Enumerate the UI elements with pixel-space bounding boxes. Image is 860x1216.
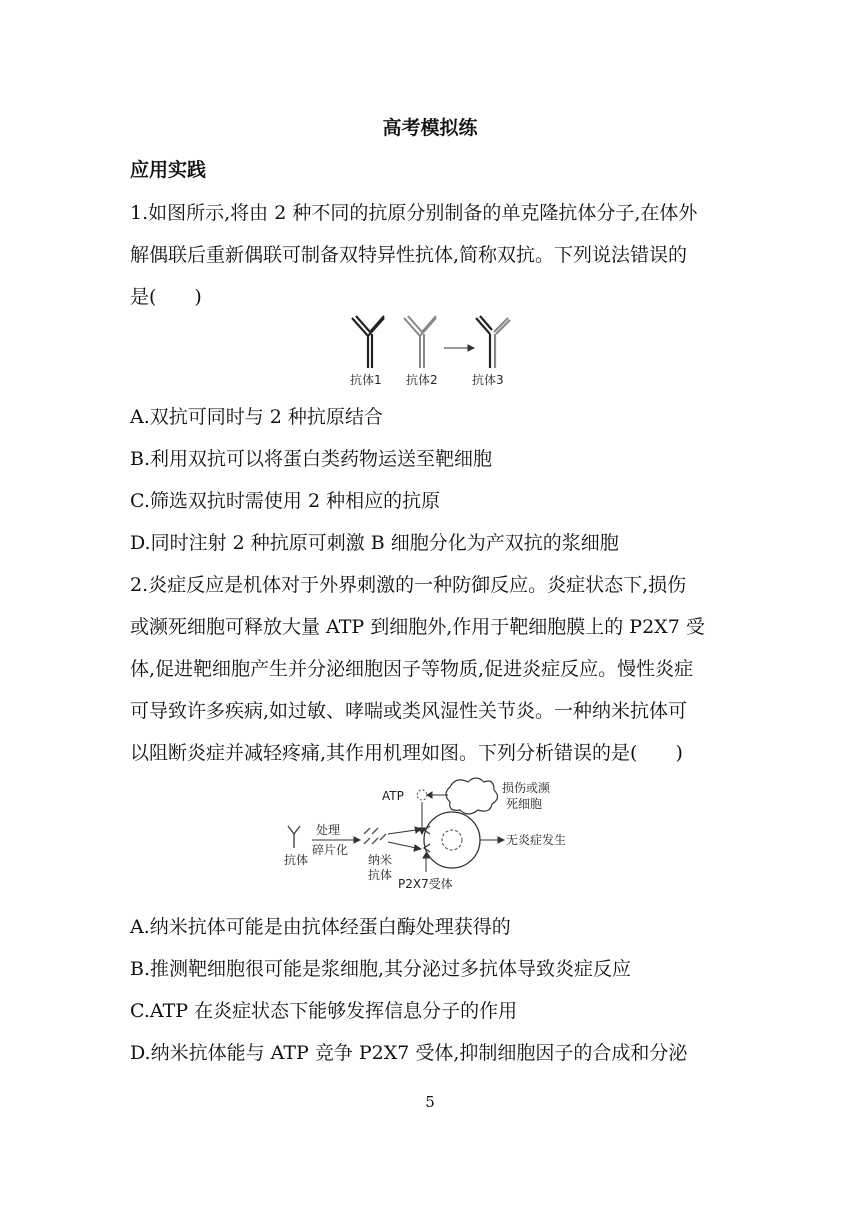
mechanism-figure [280,772,600,894]
arrow-icon [388,827,421,851]
antibody-3-shape [476,316,510,368]
q1-stem-line: 是( ) [130,286,202,308]
antibody-icon [288,826,300,848]
antibody-1-label: 抗体1 [350,373,382,387]
q1-option-b: B.利用双抗可以将蛋白类药物运送至靶细胞 [130,448,493,470]
section-heading: 应用实践 [130,159,207,181]
q2-stem-line: 以阻断炎症并减轻疼痛,其作用机理如图。下列分析错误的是( ) [130,742,683,764]
p2x7-receptor-icon [424,826,430,852]
antibody-figure [340,310,520,390]
q2-option-d: D.纳米抗体能与 ATP 竞争 P2X7 受体,抑制细胞因子的合成和分泌 [130,1042,688,1064]
arrow-icon [427,792,448,798]
antibody-1-shape [352,316,384,368]
q1-option-d: D.同时注射 2 种抗原可刺激 B 细胞分化为产双抗的浆细胞 [130,532,619,554]
process-label: 处理 [316,823,341,837]
page-title: 高考模拟练 [382,117,478,139]
arrow-icon [480,837,504,843]
antibody-label: 抗体 [284,853,309,867]
q2-stem-line: 2.炎症反应是机体对于外界刺激的一种防御反应。炎症状态下,损伤 [130,574,687,596]
receptor-label: P2X7受体 [398,877,453,891]
q1-stem-line: 解偶联后重新偶联可制备双特异性抗体,简称双抗。下列说法错误的 [130,244,688,266]
result-label: 无炎症发生 [506,833,567,847]
q1-option-a: A.双抗可同时与 2 种抗原结合 [130,406,383,428]
nucleus-shape [442,830,462,850]
q1-option-c: C.筛选双抗时需使用 2 种相应的抗原 [130,490,441,512]
q2-stem-line: 可导致许多疾病,如过敏、哮喘或类风湿性关节炎。一种纳米抗体可 [130,700,688,722]
q2-option-c: C.ATP 在炎症状态下能够发挥信息分子的作用 [130,1000,518,1022]
target-cell-shape [424,812,480,868]
damaged-cell-label: 损伤或濒 [502,781,551,795]
antibody-2-shape [404,316,436,368]
page-number: 5 [425,1093,435,1111]
antibody-3-label: 抗体3 [472,373,504,387]
antibody-2-label: 抗体2 [406,373,438,387]
q2-stem-line: 体,促进靶细胞产生并分泌细胞因子等物质,促进炎症反应。慢性炎症 [130,658,694,680]
nano-antibody-label: 抗体 [368,868,393,882]
atp-particle-icon [417,790,427,800]
arrow-icon [423,853,429,872]
nano-antibody-label: 纳米 [368,853,393,867]
process-label: 碎片化 [312,843,349,857]
q2-option-b: B.推测靶细胞很可能是浆细胞,其分泌过多抗体导致炎症反应 [130,958,632,980]
q2-option-a: A.纳米抗体可能是由抗体经蛋白酶处理获得的 [130,916,511,938]
arrow-icon [444,345,474,351]
q1-stem-line: 1.如图所示,将由 2 种不同的抗原分别制备的单克隆抗体分子,在体外 [130,202,698,224]
damaged-cell-label: 死细胞 [506,797,543,811]
q2-stem-line: 或濒死细胞可释放大量 ATP 到细胞外,作用于靶细胞膜上的 P2X7 受 [130,616,705,638]
atp-label: ATP [382,789,404,803]
damaged-cell-shape [446,778,498,814]
nano-antibody-fragments-icon [364,828,386,844]
